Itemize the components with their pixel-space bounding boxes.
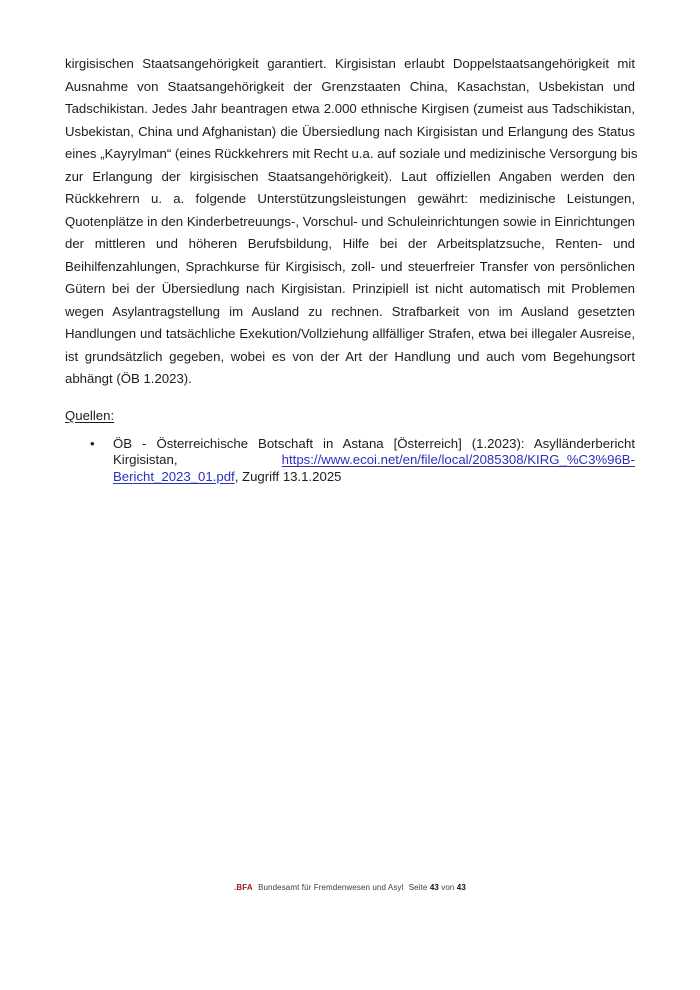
main-paragraph xyxy=(65,53,638,391)
source-citation xyxy=(113,436,635,485)
paragraph-line: Ausnahme von Staatsangehörigkeit der Grenzstaaten China, Kasachstan, Usbekistan und xyxy=(65,78,635,94)
source-citation-text: Kirgisistan, xyxy=(113,452,178,468)
bfa-logo-dot: . xyxy=(234,883,237,892)
paragraph-line: zur Erlangung der kirgisischen Staatsangehörigkeit). Laut offiziellen Angaben werden den xyxy=(65,168,635,184)
source-link-url[interactable]: Bericht_2023_01.pdf xyxy=(113,468,235,484)
paragraph-line: Beihilfenzahlungen, Sprachkurse für Kirgisisch, zoll- und steuerfreier Transfer von persönlichen xyxy=(65,258,635,274)
paragraph-line: abhängt (ÖB 1.2023). xyxy=(65,371,192,386)
source-citation-line xyxy=(113,469,635,485)
source-list-item xyxy=(65,436,635,485)
page-footer xyxy=(0,882,700,893)
source-citation-text: , Zugriff 13.1.2025 xyxy=(234,468,342,484)
footer-department: Bundesamt für Fremdenwesen und Asyl xyxy=(258,883,404,892)
source-citation-line xyxy=(113,452,635,468)
source-link-url[interactable]: https://www.ecoi.net/en/file/local/2085308/KIRG_%C3%96B- xyxy=(281,452,635,468)
source-citation-line: ÖB - Österreichische Botschaft in Astana [Österreich] (1.2023): Asylländerbericht xyxy=(113,436,635,451)
footer-page-total: 43 xyxy=(456,883,466,892)
footer-page-current: 43 xyxy=(429,883,439,892)
paragraph-line: Tadschikistan. Jedes Jahr beantragen etwa 2.000 ethnische Kirgisen (zumeist aus Tadschikistan, xyxy=(65,101,635,116)
paragraph-line: Gütern bei der Übersiedlung nach Kirgisistan. Prinzipiell ist nicht automatisch mit Problemen xyxy=(65,281,635,296)
paragraph-line: Quotenplätze in den Kinderbetreuungs-, Vorschul- und Schuleinrichtungen sowie in Einrichtungen xyxy=(65,213,635,229)
page-content xyxy=(65,53,638,485)
footer-of-word: von xyxy=(441,883,455,892)
paragraph-line: wegen Asylantragstellung im Ausland zu rechnen. Strafbarkeit von im Ausland gesetzten xyxy=(65,303,635,319)
paragraph-line: eines „Kayrylman“ (eines Rückkehrers mit Recht u.a. auf soziale und medizinische Versorgung bis xyxy=(65,146,638,161)
sources-heading: Quellen: xyxy=(65,407,115,423)
bfa-logo: BFA xyxy=(236,883,253,892)
bullet-marker: • xyxy=(90,436,95,451)
footer-page-word: Seite xyxy=(408,883,428,892)
paragraph-line: Usbekistan, China und Afghanistan) die Übersiedlung nach Kirgisistan und Erlangung des Status xyxy=(65,123,635,139)
paragraph-line: Handlungen und tatsächliche Exekution/Vollziehung allfälliger Strafen, etwa bei illegaler Ausreise, xyxy=(65,326,635,341)
paragraph-line: kirgisischen Staatsangehörigkeit garantiert. Kirgisistan erlaubt Doppelstaatsangehörigkeit mit xyxy=(65,56,635,71)
paragraph-line: Rückkehrern u. a. folgende Unterstützungsleistungen gewährt: medizinische Leistungen, xyxy=(65,191,635,206)
paragraph-line: ist grundsätzlich gegeben, wobei es von der Art der Handlung und auch vom Begehungsort xyxy=(65,348,635,364)
paragraph-line: der mittleren und höheren Berufsbildung, Hilfe bei der Arbeitsplatzsuche, Renten- und xyxy=(65,236,635,251)
